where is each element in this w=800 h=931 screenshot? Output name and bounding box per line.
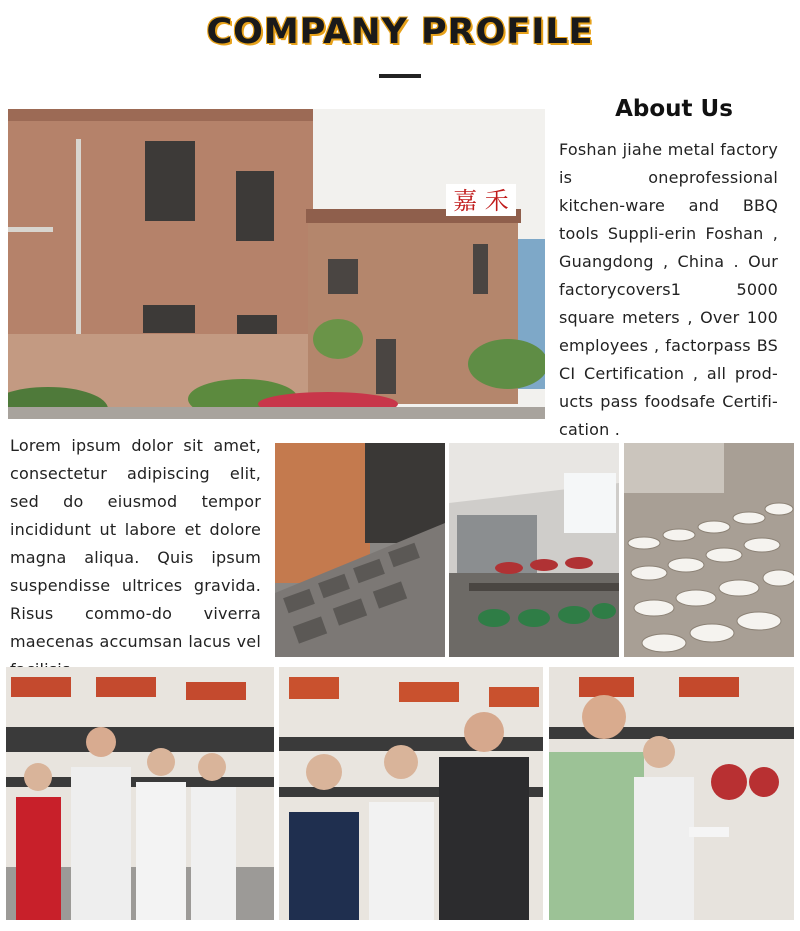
intro-paragraph: Lorem ipsum dolor sit amet, consectetur adipiscing elit, sed do eiusmod tempor incididunt ut labore et dolore magna aliqua. Quis ipsum suspendisse ultrices gravida. Risus commo-do viverra maecenas accumsan lacus vel	[10, 436, 261, 651]
exhibition-team-photo-1	[6, 667, 274, 920]
production-oven-photo	[275, 443, 445, 657]
exhibition-team-photo-2	[279, 667, 543, 920]
about-heading: About Us	[615, 96, 733, 122]
exhibition-client-photo	[549, 667, 794, 920]
factory-building-photo	[8, 109, 545, 419]
page-title: COMPANY PROFILE	[206, 12, 594, 52]
about-paragraph: Foshan jiahe metal factory is oneprofessional kitchen-ware and BBQ tools Suppli-erin Foshan , Guangdong , China . Our factorycovers1 5000 square meters , Over 100 employees , factorpass BS CI Certification , all prod-ucts pass foodsafe Certifi-cation .	[559, 140, 778, 439]
building-sign-text: 嘉 禾	[453, 187, 509, 215]
title-divider	[379, 74, 421, 78]
stacked-plates-photo	[624, 443, 794, 657]
factory-interior-photo	[449, 443, 619, 657]
